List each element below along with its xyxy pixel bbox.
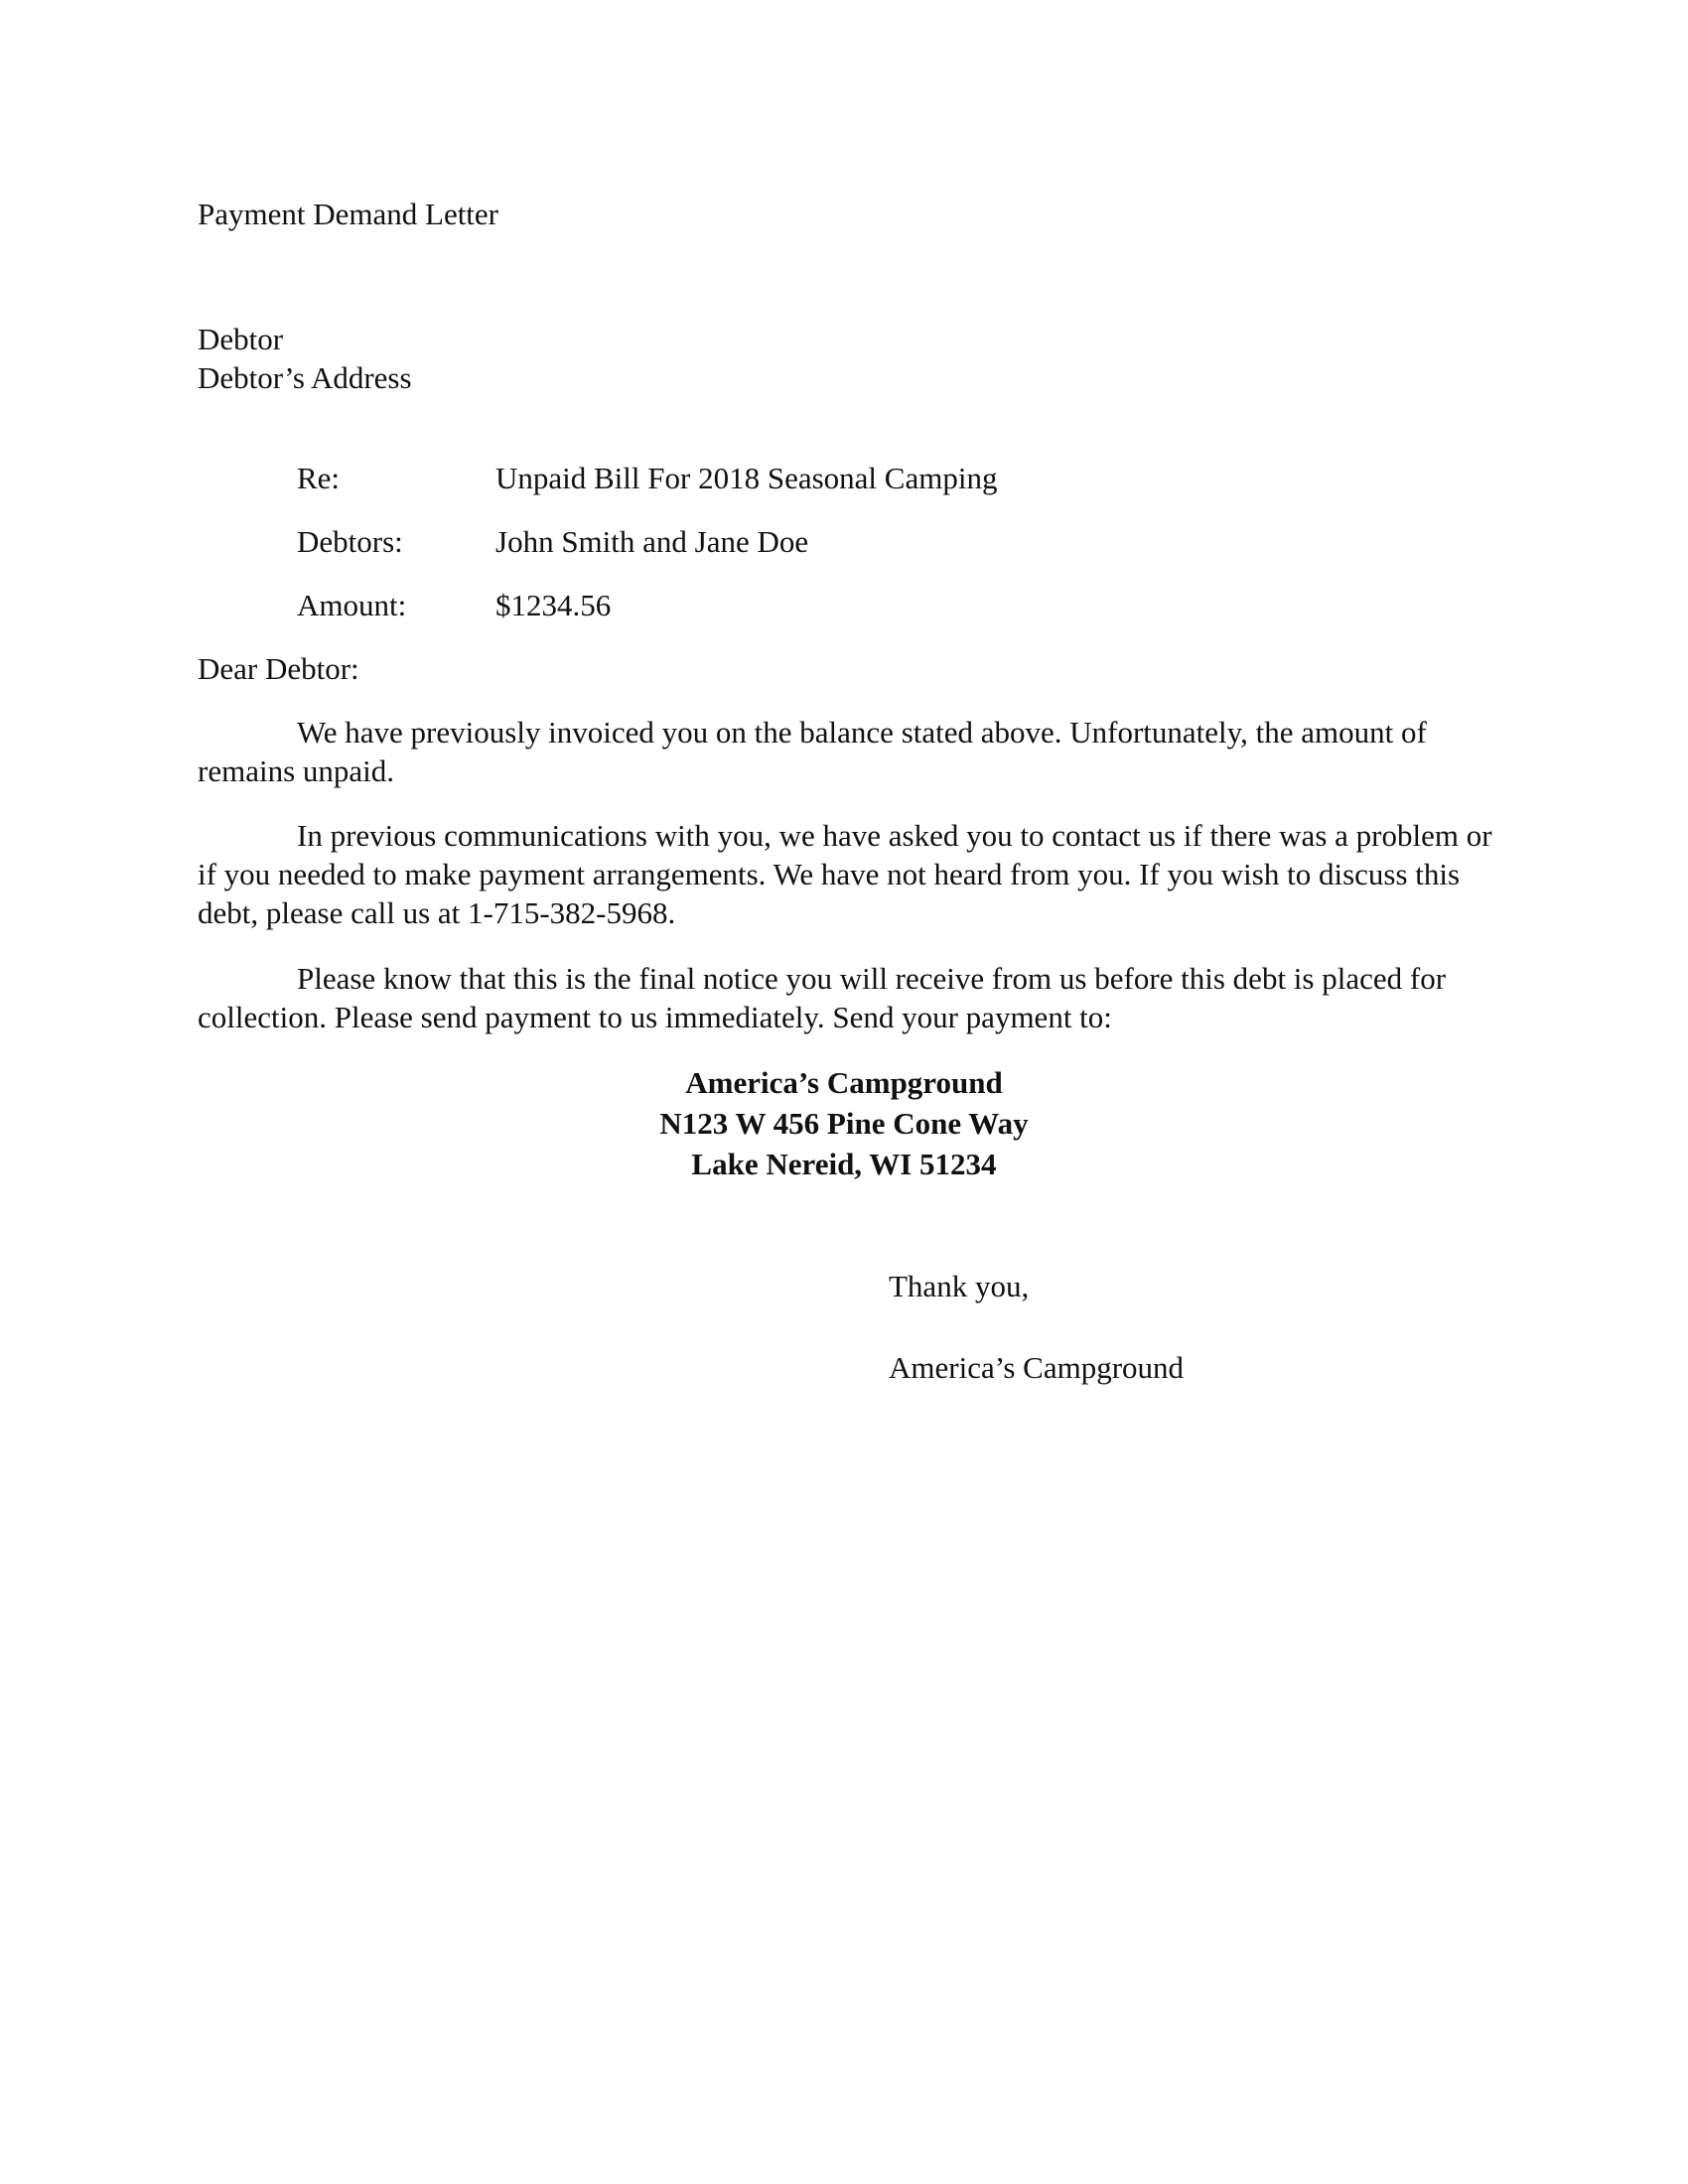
payee-street: N123 W 456 Pine Cone Way xyxy=(659,1105,1029,1141)
salutation: Dear Debtor: xyxy=(198,651,359,686)
re-label: Re: xyxy=(297,461,341,495)
amount-label: Amount: xyxy=(297,588,407,622)
debtors-value: John Smith and Jane Doe xyxy=(495,524,809,559)
body-paragraph xyxy=(198,960,1498,1037)
paragraph-text: In previous communications with you, we have asked you to contact us if there was a problem or if you needed to make payment arrangements. We have not heard from you. If you wish to discuss this debt, please call us at 1-715-382-5968. xyxy=(198,818,1492,930)
closing: Thank you, xyxy=(889,1269,1030,1303)
signature: America’s Campground xyxy=(889,1350,1185,1385)
paragraph-text: We have previously invoiced you on the balance stated above. Unfortunately, the amount of remains unpaid. xyxy=(198,715,1427,788)
amount-value: $1234.56 xyxy=(495,588,612,622)
debtors-label: Debtors: xyxy=(297,524,403,559)
payment-address-block xyxy=(0,1063,1688,1185)
recipient-name: Debtor xyxy=(198,322,284,356)
paragraph-text: Please know that this is the final notice you will receive from us before this debt is placed for collection. Please send payment to us immediately. Send your payment to: xyxy=(198,961,1447,1034)
re-value: Unpaid Bill For 2018 Seasonal Camping xyxy=(495,461,998,495)
body-paragraph xyxy=(198,817,1498,932)
payee-city: Lake Nereid, WI 51234 xyxy=(691,1146,997,1181)
body-paragraph xyxy=(198,714,1498,791)
letter-title: Payment Demand Letter xyxy=(198,197,499,231)
payee-name: America’s Campground xyxy=(685,1065,1003,1100)
recipient-address: Debtor’s Address xyxy=(198,360,412,395)
